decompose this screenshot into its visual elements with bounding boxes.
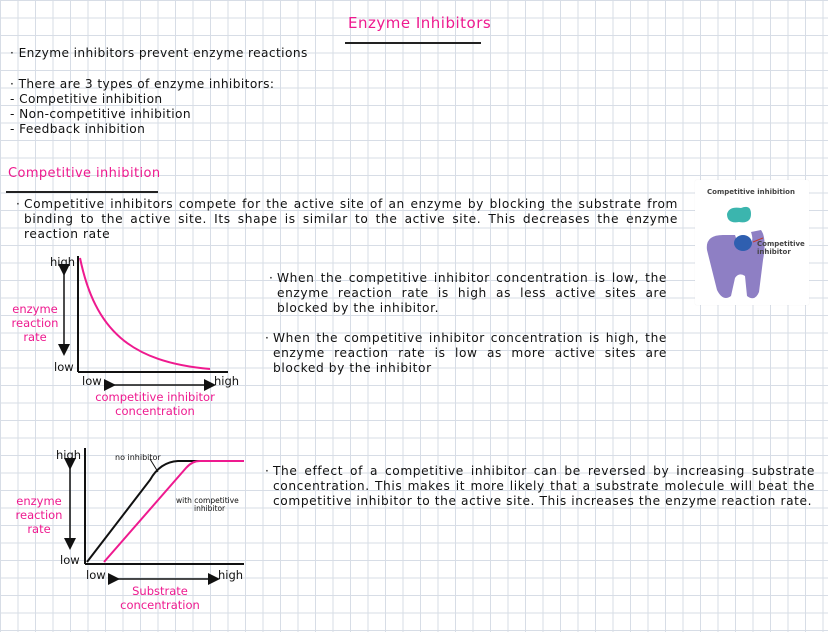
page-title: Enzyme Inhibitors: [348, 14, 492, 32]
intro-bullet-2: · There are 3 types of enzyme inhibitors:: [10, 77, 275, 91]
graph1-y-high: high: [50, 255, 76, 269]
definition-paragraph: · Competitive inhibitors compete for the active site of an enzyme by blocking the substrate from binding to the active site. Its shape is similar to the active site. This decreases the enzyme reaction rate: [16, 197, 678, 241]
graph1-x-high: high: [214, 374, 240, 388]
type-item-feedback: - Feedback inhibition: [10, 122, 146, 136]
intro-bullet-1: · Enzyme inhibitors prevent enzyme reactions: [10, 46, 308, 60]
graph2-label-with-inhibitor: with competitive inhibitor: [176, 496, 239, 513]
illustration-label: Competitive inhibitor: [757, 240, 805, 256]
graph1-y-label: enzyme reaction rate: [11, 302, 59, 344]
graph1-y-low: low: [54, 360, 74, 374]
graph1-x-low: low: [82, 374, 102, 388]
graph2-note: · The effect of a competitive inhibitor can be reversed by increasing substrate concentration. This makes it more likely that a substrate molecule will beat the competitive inhibitor to the active site. This increases the enzyme reaction rate.: [265, 464, 815, 508]
type-item-competitive: - Competitive inhibition: [10, 92, 163, 106]
graph1-note-2: · When the competitive inhibitor concentration is high, the enzyme reaction rate is low as more active sites are blocked by the inhibitor: [265, 331, 667, 375]
graph2-x-label: Substrate concentration: [120, 584, 200, 612]
graph2-y-label: enzyme reaction rate: [15, 494, 63, 536]
title-underline: [345, 42, 481, 44]
graph2-x-low: low: [86, 568, 106, 582]
competitive-inhibition-illustration: [695, 180, 809, 305]
graph1-note-1: · When the competitive inhibitor concentration is low, the enzyme reaction rate is high as less active sites are blocked by the inhibitor.: [269, 271, 667, 315]
graph2-x-high: high: [218, 568, 244, 582]
graph2-label-no-inhibitor: no inhibitor: [115, 453, 161, 462]
graph2-y-high: high: [56, 448, 82, 462]
section-underline: [6, 191, 158, 193]
type-item-non-competitive: - Non-competitive inhibition: [10, 107, 192, 121]
graph1-x-label: competitive inhibitor concentration: [95, 390, 215, 418]
section-heading: Competitive inhibition: [8, 166, 161, 181]
illustration-title: Competitive inhibition: [707, 188, 795, 196]
graph2-y-low: low: [60, 553, 80, 567]
graph1-curve: [80, 258, 210, 369]
